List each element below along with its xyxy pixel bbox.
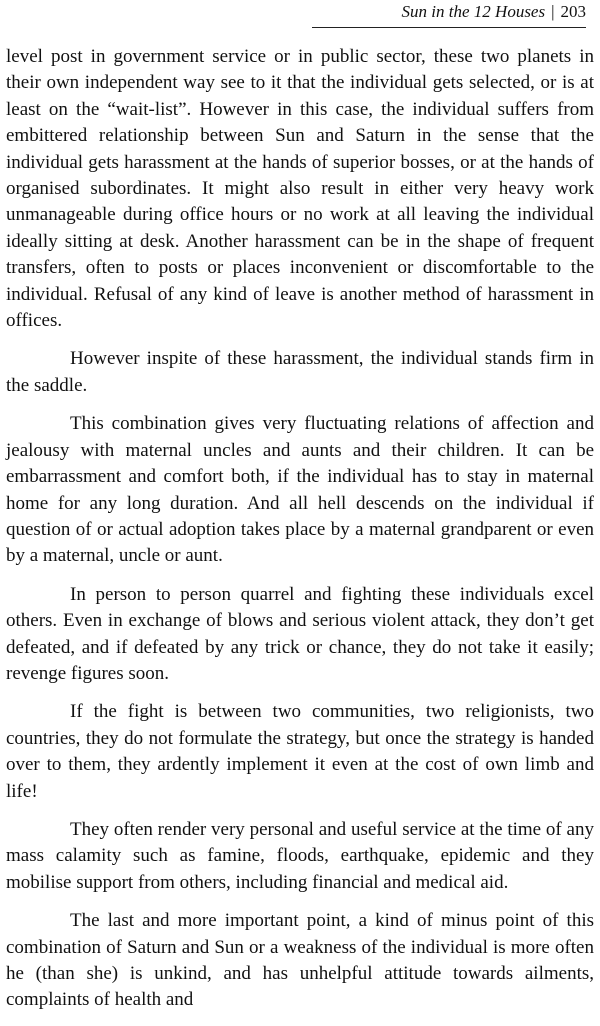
running-header	[402, 2, 586, 22]
paragraph-3: This combination gives very fluctuating relations of affection and jealousy with maternal uncles and aunts and their children. It can be embarrassment and comfort both, if the individual has to stay in maternal home for any long duration. And all hell descends on the individual if question of or actual adoption takes place by a maternal grandparent or even by a maternal, uncle or aunt.	[6, 413, 594, 567]
paragraph-4: In person to person quarrel and fighting these individuals excel others. Even in exchange of blows and serious violent attack, they don’t get defeated, and if defeated by any trick or chance, they do not take it easily; revenge figures soon.	[6, 583, 594, 684]
page-number: 203	[560, 2, 586, 21]
chapter-title: Sun in the 12 Houses	[401, 2, 546, 21]
header-rule	[312, 27, 586, 28]
paragraph-5: If the fight is between two communities, two religionists, two countries, they do not formulate the strategy, but once the strategy is handed over to them, they ardently implement it even at the cost of own limb and life!	[6, 701, 594, 802]
body-text	[6, 44, 594, 1026]
paragraph-2: However inspite of these harassment, the individual stands firm in the saddle.	[6, 348, 594, 396]
header-separator: |	[551, 2, 555, 21]
paragraph-6: They often render very personal and useful service at the time of any mass calamity such as famine, floods, earthquake, epidemic and they mobilise support from others, including financial and medical aid.	[6, 818, 594, 893]
paragraph-1: level post in government service or in public sector, these two planets in their own independent way see to it that the individual gets selected, or is at least on the “wait-list”. However in this case, the individual suffers from embittered relationship between Sun and Saturn in the sense that the individual gets harassment at the hands of superior bosses, or at the hands of organised subordinates. It might also result in either very heavy work unmanageable during office hours or no work at all leaving the individual ideally sitting at desk. Another harassment can be in the shape of frequent transfers, often to posts or places inconvenient or discomfortable to the individual. Refusal of any kind of leave is another method of harassment in offices.	[6, 46, 594, 332]
paragraph-7: The last and more important point, a kind of minus point of this combination of Saturn and Sun or a weakness of the individual is more often he (than she) is unkind, and has unhelpful attitude towards ailments, complaints of health and	[6, 910, 594, 1011]
